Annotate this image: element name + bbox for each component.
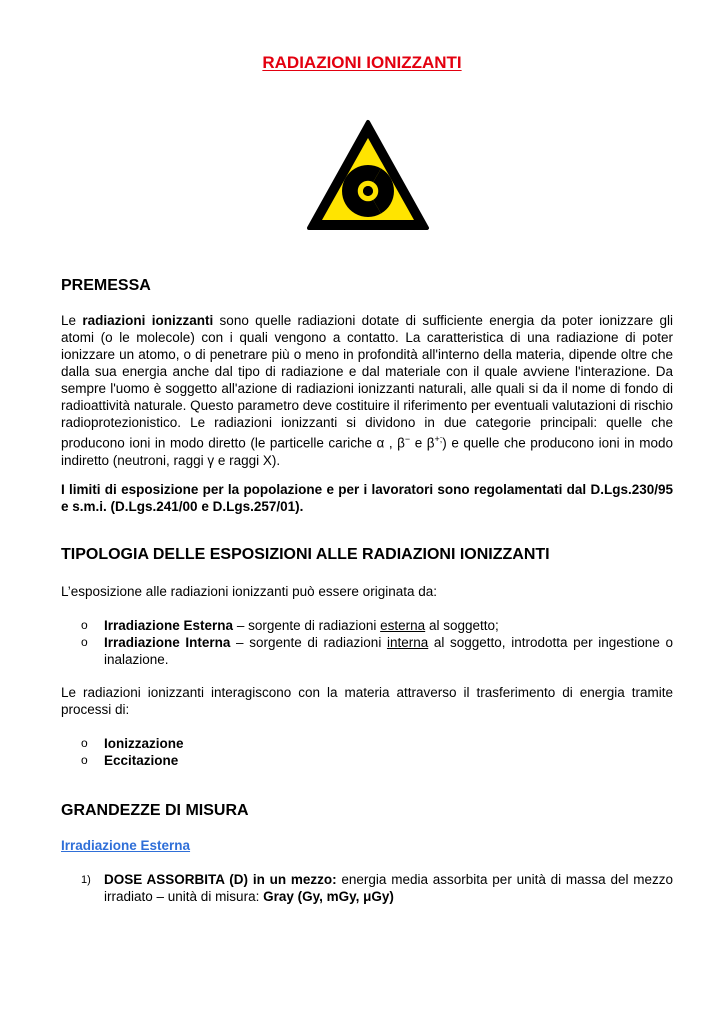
processi-paragraph: Le radiazioni ionizzanti interagiscono con la materia attraverso il trasferimento di energia tramite processi di:: [61, 685, 673, 717]
bullet-icon: o: [81, 753, 88, 767]
list-number: 1): [81, 874, 91, 886]
tipologia-intro: L’esposizione alle radiazioni ionizzanti può essere originata da:: [61, 584, 437, 599]
premessa-paragraph: Le radiazioni ionizzanti sono quelle radiazioni dotate di sufficiente energia da poter ionizzare gli atomi (o le molecole) con i quali vengono a contatto. La caratteristica di una radiazione di poter ionizzare un atomo, o di penetrare più o meno in profondità all'interno della materia, dipende oltre che dalla sua energia anche dal tipo di radiazione e dal materiale con il quale avviene l'interazione. Da sempre l'uomo è soggetto all'azione di radiazioni ionizzanti naturali, alle quali si da il nome di fondo di radioattività naturale. Questo parametro deve costituire il riferimento per eventuali valutazioni di rischio radioprotezionistico. Le radiazioni ionizzanti si dividono in due categorie principali: quelle che producono ioni in modo diretto (le particelle cariche α , β− e β+;) e quelle che producono ioni in modo indiretto (neutroni, raggi γ e raggi X).: [61, 313, 673, 468]
dose-assorbita-definition: DOSE ASSORBITA (D) in un mezzo: energia media assorbita per unità di massa del mezzo irradiato – unità di misura: Gray (Gy, mGy, μGy): [104, 872, 674, 904]
bullet-icon: o: [81, 618, 88, 632]
bullet-icon: o: [81, 736, 88, 750]
grandezze-heading: GRANDEZZE DI MISURA: [61, 802, 249, 819]
list-item: o Ionizzazione: [81, 736, 184, 751]
list-item: o Eccitazione: [81, 753, 179, 768]
page-title: RADIAZIONI IONIZZANTI: [262, 53, 462, 72]
list-item: o Irradiazione Esterna – sorgente di radiazioni esterna al soggetto;: [81, 618, 499, 633]
limits-paragraph: I limiti di esposizione per la popolazione e per i lavoratori sono regolamentati dal D.Lgs.230/95 e s.m.i. (D.Lgs.241/00 e D.Lgs.257/01).: [61, 482, 673, 514]
bullet-icon: o: [81, 635, 88, 649]
irradiazione-esterna-link[interactable]: Irradiazione Esterna: [61, 838, 191, 853]
list-item: o Irradiazione Interna – sorgente di radiazioni interna al soggetto, introdotta per ingestione o inalazione.: [81, 635, 673, 667]
premessa-heading: PREMESSA: [61, 277, 151, 294]
radiation-warning-icon: [306, 119, 430, 231]
tipologia-heading: TIPOLOGIA DELLE ESPOSIZIONI ALLE RADIAZIONI IONIZZANTI: [61, 546, 550, 563]
